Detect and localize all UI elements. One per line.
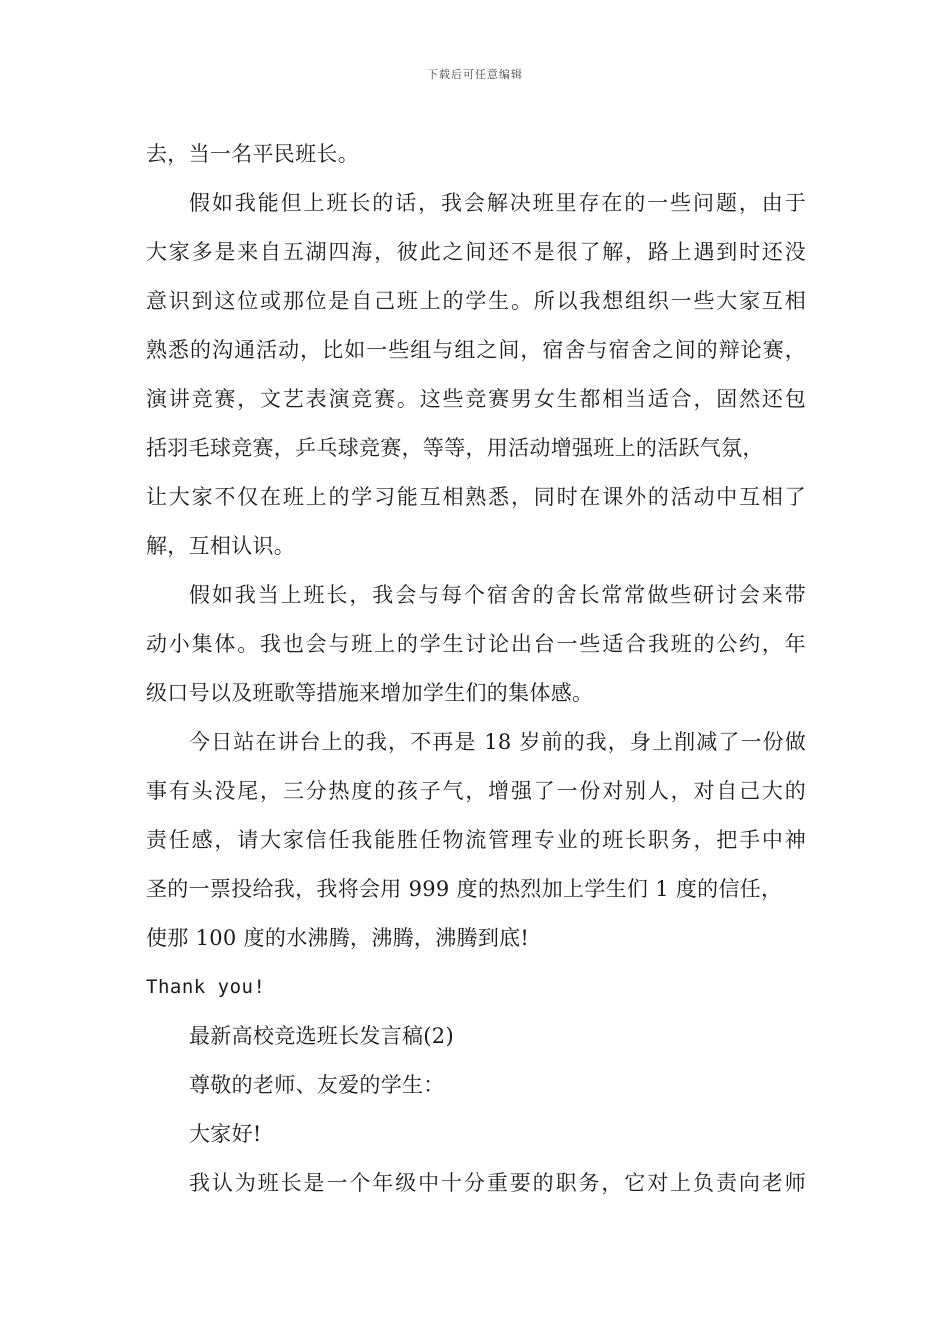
text-line: 去，当一名平民班长。 <box>146 142 359 166</box>
text-line: 熟悉的沟通活动，比如一些组与组之间，宿舍与宿舍之间的辩论赛， <box>146 338 806 362</box>
text-line: 括羽毛球竞赛，乒乓球竞赛，等等，用活动增强班上的活跃气氛， <box>146 436 764 460</box>
text-line: 使那 100 度的水沸腾，沸腾，沸腾到底! <box>146 926 530 950</box>
text-line: 意识到这位或那位是自己班上的学生。所以我想组织一些大家互相 <box>146 289 806 313</box>
text-line: 让大家不仅在班上的学习能互相熟悉，同时在课外的活动中互相了 <box>146 485 806 509</box>
text-line: 级口号以及班歌等措施来增加学生们的集体感。 <box>146 681 594 705</box>
text-line: 大家多是来自五湖四海，彼此之间还不是很了解，路上遇到时还没 <box>146 240 806 264</box>
page-header: 下载后可任意编辑 <box>427 68 523 81</box>
text-line: 责任感，请大家信任我能胜任物流管理专业的班长职务，把手中神 <box>146 828 806 852</box>
text-line: 动小集体。我也会与班上的学生讨论出台一些适合我班的公约，年 <box>146 632 806 656</box>
text-line: 演讲竞赛，文艺表演竞赛。这些竞赛男女生都相当适合，固然还包 <box>146 387 806 411</box>
document-body <box>146 130 806 1208</box>
paragraph-start-line: 假如我能但上班长的话，我会解决班里存在的一些问题，由于 <box>189 191 806 215</box>
paragraph-start-line: 今日站在讲台上的我，不再是 18 岁前的我，身上削减了一份做 <box>189 730 806 754</box>
paragraph-start-line: 我认为班长是一个年级中十分重要的职务，它对上负责向老师 <box>189 1171 806 1195</box>
section-title: 最新高校竞选班长发言稿(2) <box>189 1024 454 1048</box>
thank-you-line: Thank you! <box>146 976 266 998</box>
paragraph-start-line: 假如我当上班长，我会与每个宿舍的舍长常常做些研讨会来带 <box>189 583 806 607</box>
text-line: 解，互相认识。 <box>146 534 296 558</box>
text-line: 事有头没尾，三分热度的孩子气，增强了一份对别人，对自己大的 <box>146 779 806 803</box>
salutation: 尊敬的老师、友爱的学生： <box>189 1073 445 1097</box>
greeting: 大家好! <box>189 1122 262 1146</box>
text-line: 圣的一票投给我，我将会用 999 度的热烈加上学生们 1 度的信任， <box>146 877 783 901</box>
